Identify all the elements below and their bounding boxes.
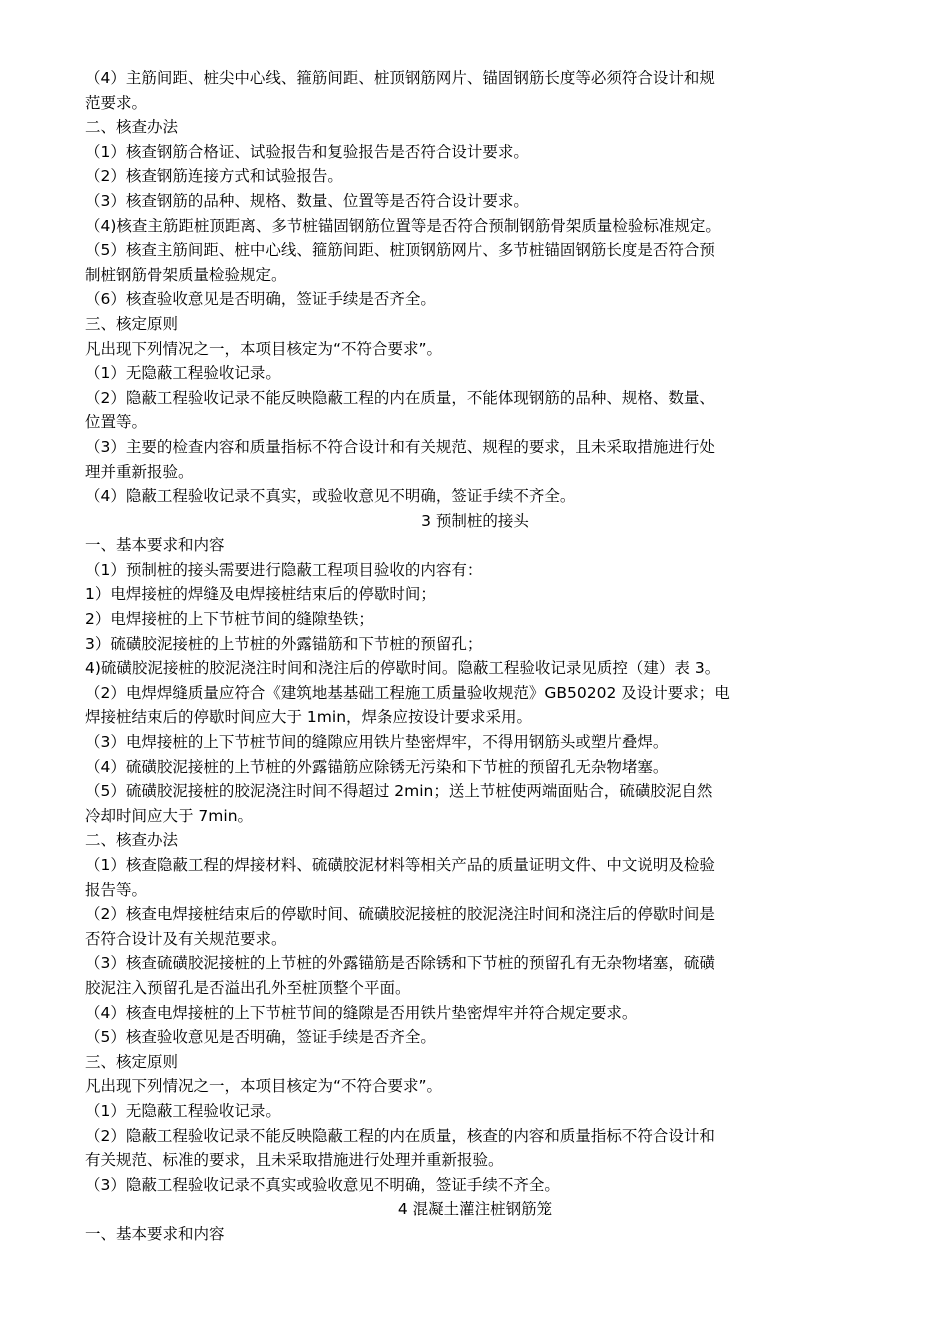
text-line: （3）隐蔽工程验收记录不真实或验收意见不明确，签证手续不齐全。 bbox=[85, 1175, 560, 1194]
text-line: （1）无隐蔽工程验收记录。 bbox=[85, 1101, 281, 1120]
text-line: 一、基本要求和内容 bbox=[85, 536, 225, 555]
section-heading: 4 混凝土灌注桩钢筋笼 bbox=[397, 1200, 553, 1219]
text-line: （2）核查电焊接桩结束后的停歇时间、硫磺胶泥接桩的胶泥浇注时间和浇注后的停歇时间是 bbox=[85, 905, 715, 924]
text-line: 有关规范、标准的要求，且未采取措施进行处理并重新报验。 bbox=[85, 1151, 504, 1170]
text-line: 胶泥注入预留孔是否溢出孔外至桩顶整个平面。 bbox=[85, 978, 411, 997]
text-line: （5）核查主筋间距、桩中心线、箍筋间距、桩顶钢筋网片、多节桩锚固钢筋长度是否符合预 bbox=[85, 241, 715, 260]
text-line: （4）核查电焊接桩的上下节桩节间的缝隙是否用铁片垫密焊牢并符合规定要求。 bbox=[85, 1003, 638, 1022]
text-line: （5）核查验收意见是否明确，签证手续是否齐全。 bbox=[85, 1028, 436, 1047]
text-line: （1）核查隐蔽工程的焊接材料、硫磺胶泥材料等相关产品的质量证明文件、中文说明及检验 bbox=[85, 856, 715, 874]
text-line: （3）电焊接桩的上下节桩节间的缝隙应用铁片垫密焊牢，不得用钢筋头或塑片叠焊。 bbox=[85, 733, 669, 752]
text-line: 三、核定原则 bbox=[85, 1052, 179, 1071]
text-line: 否符合设计及有关规范要求。 bbox=[85, 929, 287, 948]
text-line: 2）电焊接桩的上下节桩节间的缝隙垫铁； bbox=[85, 610, 374, 629]
text-line: 二、核查办法 bbox=[85, 118, 179, 137]
text-line: （3）核查硫磺胶泥接桩的上节桩的外露锚筋是否除锈和下节桩的预留孔有无杂物堵塞，硫磺 bbox=[85, 954, 715, 973]
text-line: 一、基本要求和内容 bbox=[85, 1224, 225, 1243]
text-line: 理并重新报验。 bbox=[85, 462, 194, 481]
text-line: 凡出现下列情况之一，本项目核定为“不符合要求”。 bbox=[85, 339, 443, 358]
document-body bbox=[85, 66, 865, 1247]
text-line: 位置等。 bbox=[85, 413, 148, 432]
text-line: 焊接桩结束后的停歇时间应大于 1min，焊条应按设计要求采用。 bbox=[85, 708, 533, 727]
text-line: 1）电焊接桩的焊缝及电焊接桩结束后的停歇时间； bbox=[85, 585, 436, 604]
text-line: （4)核查主筋距桩顶距离、多节桩锚固钢筋位置等是否符合预制钢筋骨架质量检验标准规定。 bbox=[85, 216, 721, 235]
text-line: （5）硫磺胶泥接桩的胶泥浇注时间不得超过 2min；送上节桩使两端面贴合，硫磺胶泥自然 bbox=[85, 782, 713, 801]
text-line: 3）硫磺胶泥接桩的上节桩的外露锚筋和下节桩的预留孔； bbox=[85, 634, 483, 653]
text-line: 4)硫磺胶泥接桩的胶泥浇注时间和浇注后的停歇时间。隐蔽工程验收记录见质控（建）表 3。 bbox=[85, 659, 721, 678]
text-line: （2）隐蔽工程验收记录不能反映隐蔽工程的内在质量，不能体现钢筋的品种、规格、数量、 bbox=[85, 388, 715, 407]
text-line: （2）核查钢筋连接方式和试验报告。 bbox=[85, 167, 343, 186]
text-line: （3）主要的检查内容和质量指标不符合设计和有关规范、规程的要求，且未采取措施进行处 bbox=[85, 437, 715, 456]
text-line: 报告等。 bbox=[85, 880, 148, 899]
section-heading: 3 预制桩的接头 bbox=[421, 511, 529, 530]
text-line: （6）核查验收意见是否明确，签证手续是否齐全。 bbox=[85, 290, 436, 309]
text-line: 二、核查办法 bbox=[85, 831, 179, 850]
text-line: 冷却时间应大于 7min。 bbox=[85, 806, 254, 825]
text-line: （2）电焊焊缝质量应符合《建筑地基基础工程施工质量验收规范》GB50202 及设计要求；电 bbox=[85, 683, 730, 702]
text-line: （1）无隐蔽工程验收记录。 bbox=[85, 364, 281, 383]
text-line: 三、核定原则 bbox=[85, 314, 179, 333]
text-line: 范要求。 bbox=[85, 93, 148, 112]
text-line: （4）主筋间距、桩尖中心线、箍筋间距、桩顶钢筋网片、锚固钢筋长度等必须符合设计和规 bbox=[85, 69, 715, 87]
text-line: （3）核查钢筋的品种、规格、数量、位置等是否符合设计要求。 bbox=[85, 191, 529, 210]
text-line: （1）预制桩的接头需要进行隐蔽工程项目验收的内容有： bbox=[85, 560, 483, 579]
text-line: （4）隐蔽工程验收记录不真实，或验收意见不明确，签证手续不齐全。 bbox=[85, 487, 576, 506]
text-line: （4）硫磺胶泥接桩的上节桩的外露锚筋应除锈无污染和下节桩的预留孔无杂物堵塞。 bbox=[85, 757, 669, 776]
text-line: 制桩钢筋骨架质量检验规定。 bbox=[85, 265, 287, 284]
text-line: （2）隐蔽工程验收记录不能反映隐蔽工程的内在质量，核查的内容和质量指标不符合设计和 bbox=[85, 1126, 715, 1145]
text-line: 凡出现下列情况之一，本项目核定为“不符合要求”。 bbox=[85, 1077, 443, 1096]
text-line: （1）核查钢筋合格证、试验报告和复验报告是否符合设计要求。 bbox=[85, 142, 529, 161]
